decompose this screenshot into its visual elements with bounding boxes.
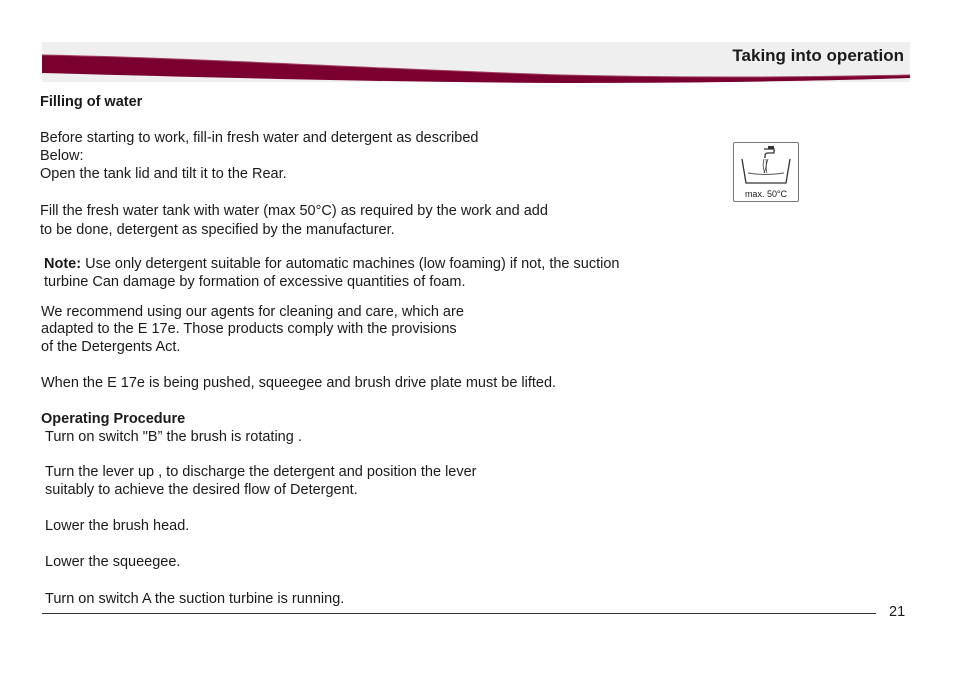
section-heading-procedure: Operating Procedure — [41, 411, 186, 427]
page-number: 21 — [889, 604, 906, 620]
note-label: Note: — [44, 256, 82, 272]
footer-rule — [42, 613, 876, 614]
paragraph-line: to be done, detergent as specified by the manufacturer. — [40, 222, 395, 238]
note-text: Use only detergent suitable for automatic machines (low foaming) if not, the suction — [81, 256, 620, 272]
page-title: Taking into operation — [732, 46, 904, 65]
faucet-tank-icon — [734, 143, 798, 189]
water-temperature-icon-box — [733, 142, 799, 202]
procedure-step: Lower the squeegee. — [45, 554, 181, 570]
paragraph-line: We recommend using our agents for cleaning and care, which are — [41, 304, 464, 320]
paragraph-line: Before starting to work, fill-in fresh water and detergent as described — [40, 130, 479, 146]
note-line: turbine Can damage by formation of excessive quantities of foam. — [44, 274, 466, 290]
paragraph-line: Fill the fresh water tank with water (max 50°C) as required by the work and add — [40, 203, 548, 219]
procedure-step: Lower the brush head. — [45, 518, 190, 534]
paragraph-line: Below: — [40, 148, 84, 164]
paragraph-line: When the E 17e is being pushed, squeegee and brush drive plate must be lifted. — [41, 375, 557, 391]
procedure-step: Turn on switch "B” the brush is rotating . — [45, 429, 302, 445]
procedure-step: suitably to achieve the desired flow of Detergent. — [45, 482, 358, 498]
note-line — [44, 255, 619, 273]
section-heading-filling: Filling of water — [40, 94, 143, 110]
max-temperature-label: max. 50°C — [744, 189, 788, 199]
procedure-step: Turn on switch A the suction turbine is running. — [45, 591, 345, 607]
procedure-step: Turn the lever up , to discharge the detergent and position the lever — [45, 464, 477, 480]
paragraph-line: of the Detergents Act. — [41, 339, 181, 355]
paragraph-line: Open the tank lid and tilt it to the Rear. — [40, 166, 287, 182]
paragraph-line: adapted to the E 17e. Those products comply with the provisions — [41, 321, 457, 337]
